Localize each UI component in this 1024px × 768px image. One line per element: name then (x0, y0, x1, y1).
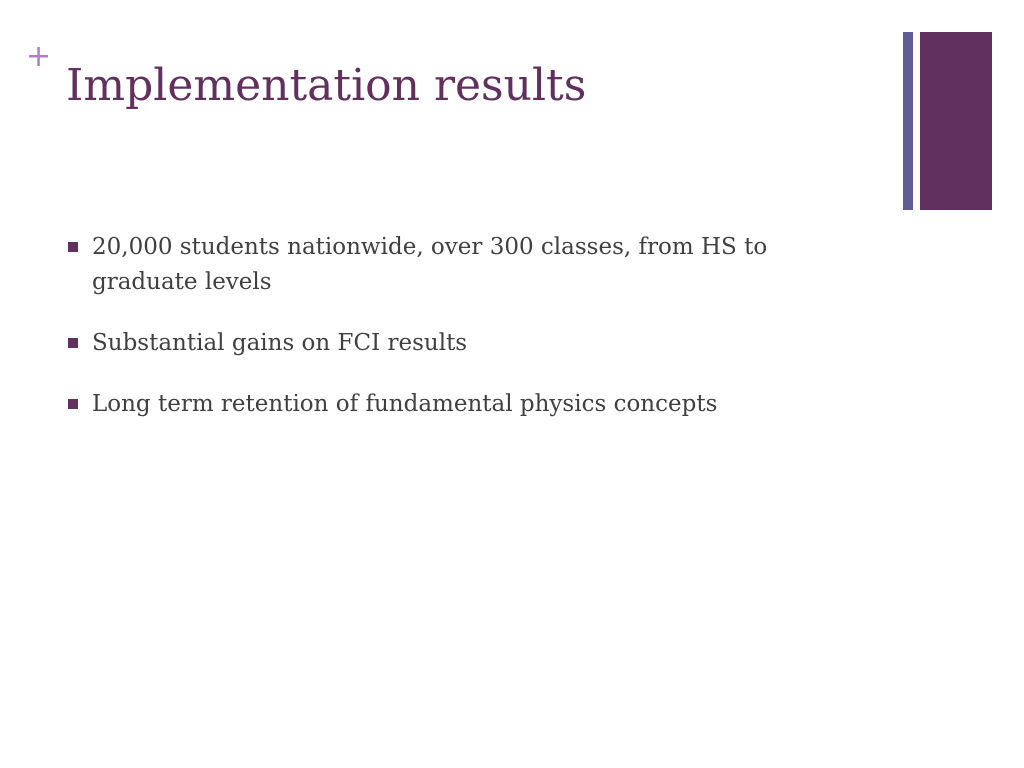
bullet-text: Long term retention of fundamental physics concepts (92, 391, 718, 417)
bullet-text: 20,000 students nationwide, over 300 classes, from HS to graduate levels (92, 234, 768, 295)
square-bullet-icon (68, 242, 78, 252)
square-bullet-icon (68, 399, 78, 409)
bullet-item (66, 230, 846, 300)
bullet-item (66, 326, 846, 361)
bullet-text: Substantial gains on FCI results (92, 330, 468, 356)
bullet-list (66, 230, 846, 448)
plus-icon: + (26, 39, 52, 74)
accent-bar-thin (903, 32, 913, 210)
square-bullet-icon (68, 338, 78, 348)
slide-title: Implementation results (66, 60, 587, 111)
accent-bar-wide (920, 32, 992, 210)
bullet-item (66, 387, 846, 422)
